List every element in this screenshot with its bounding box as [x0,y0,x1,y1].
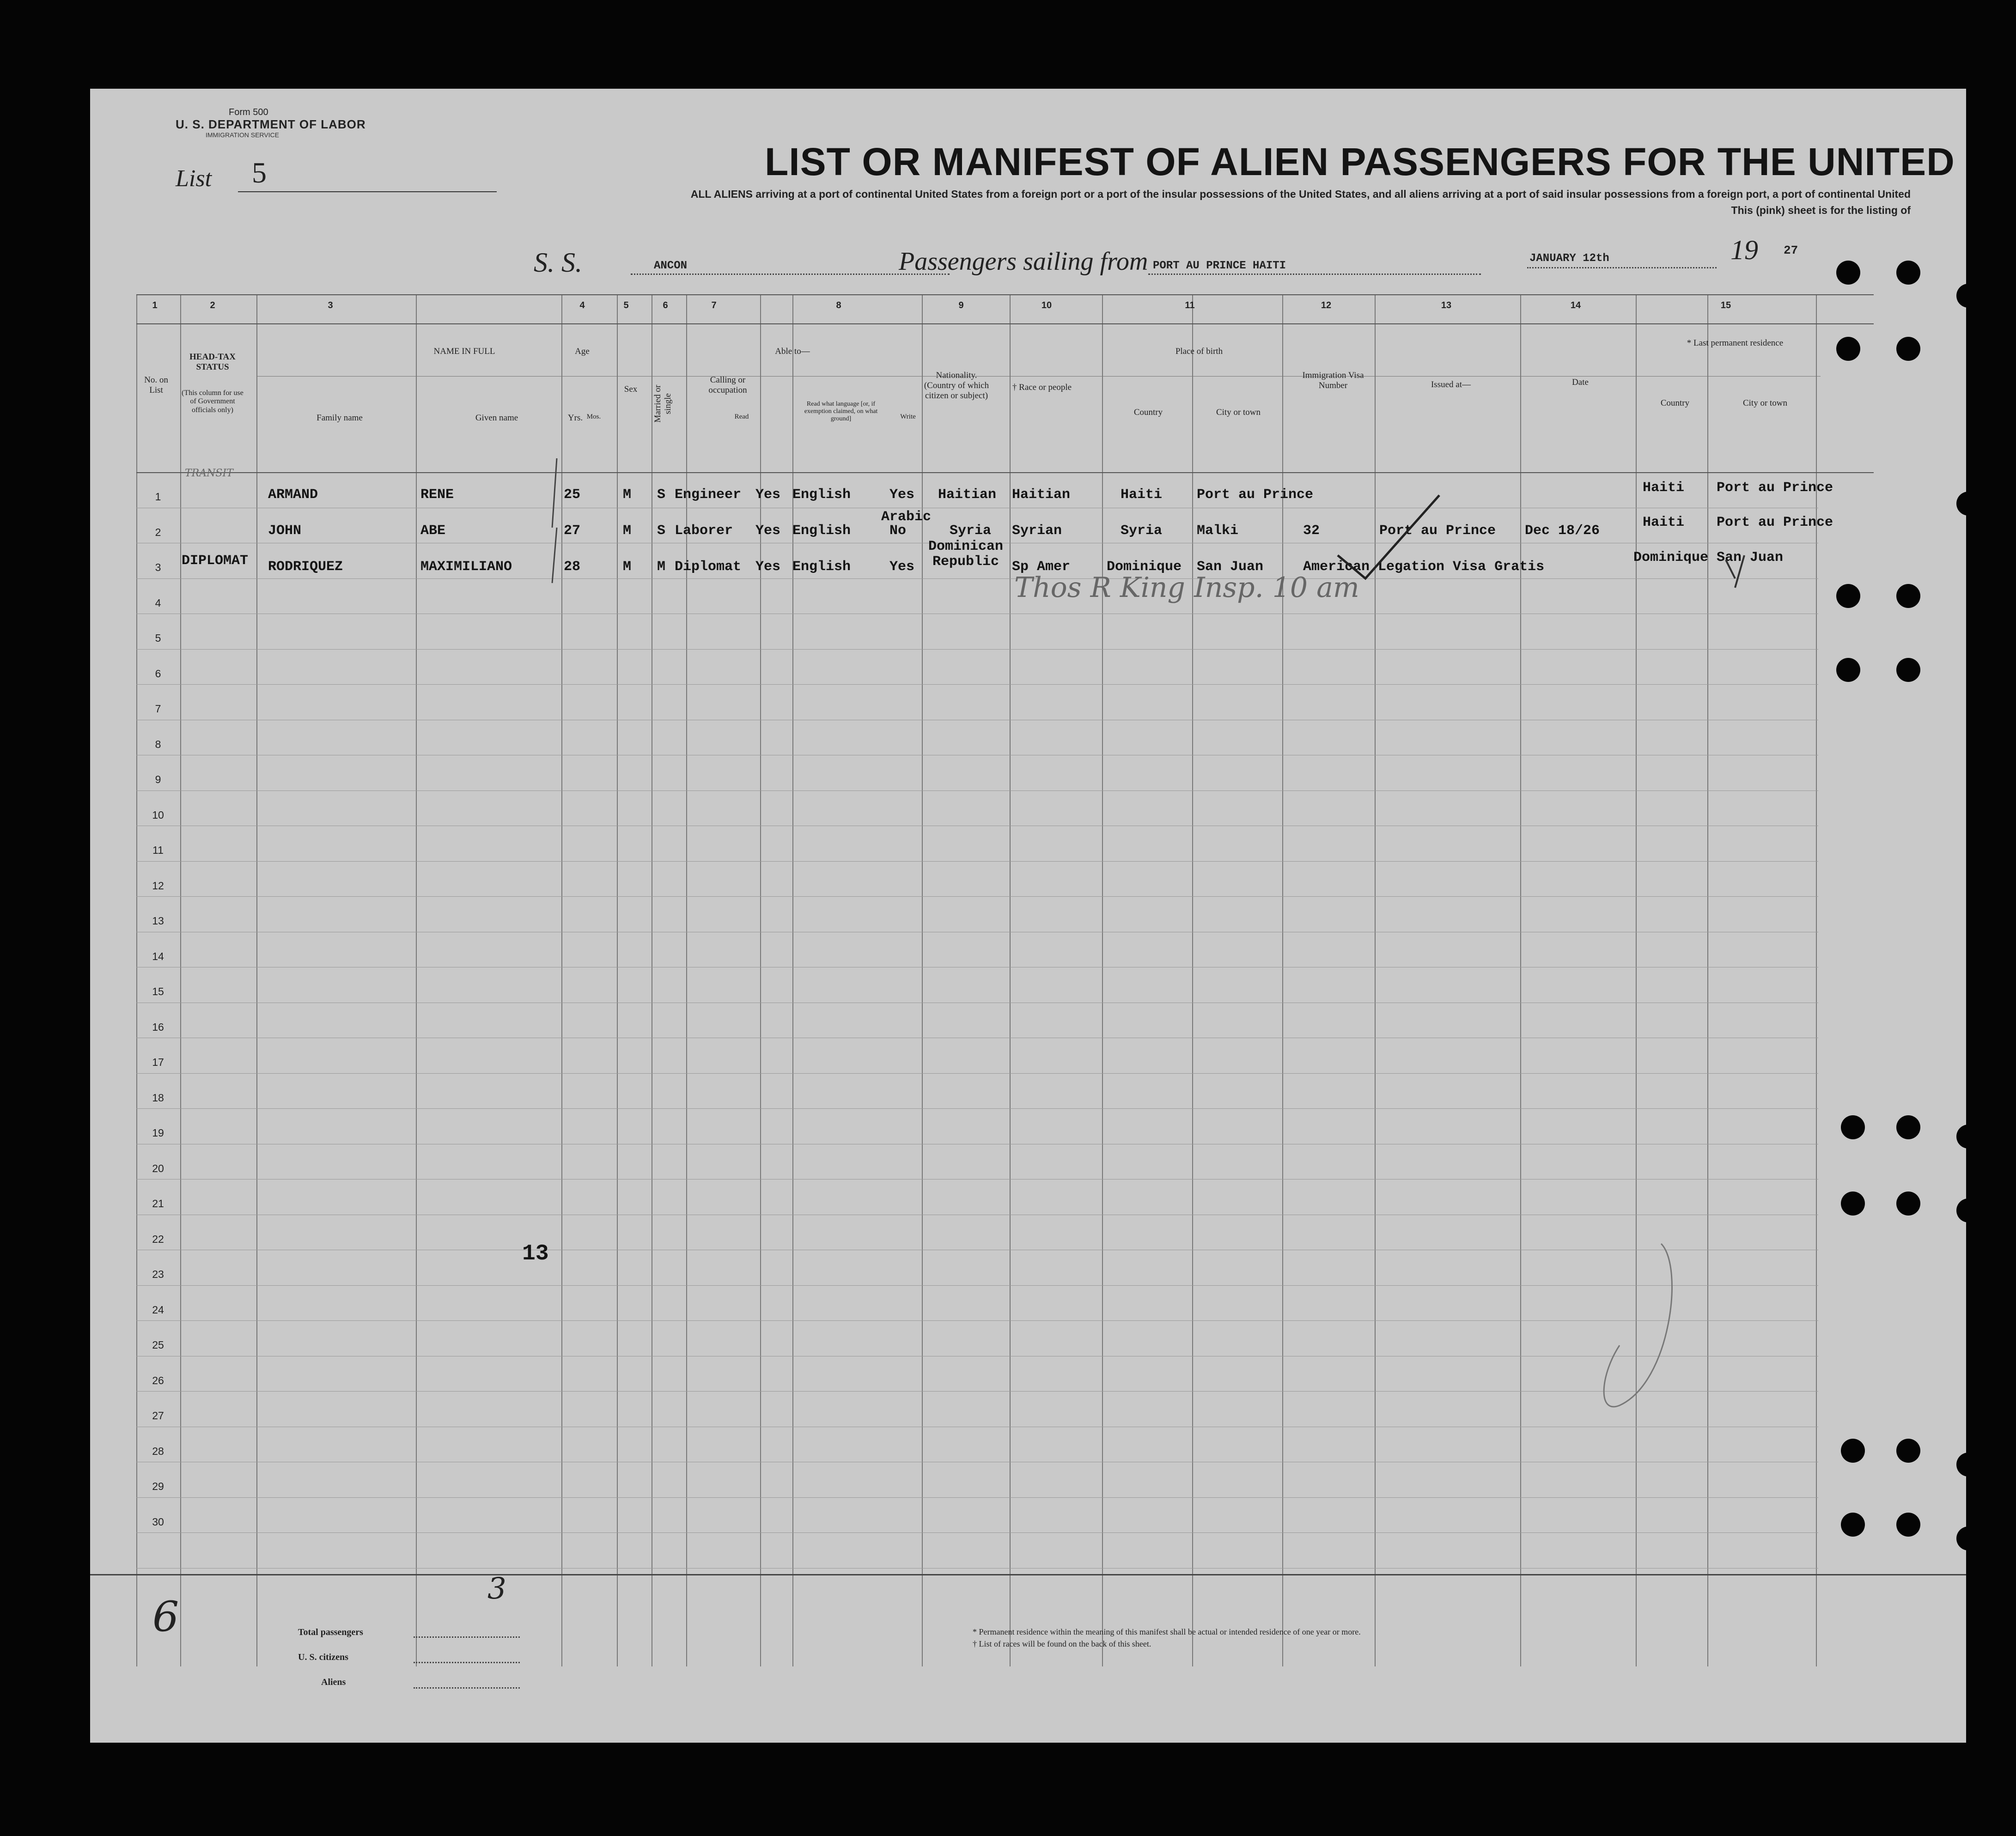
header-name-in-full: NAME IN FULL [433,347,495,356]
row-number: 21 [152,1198,164,1210]
binder-hole [1896,1115,1920,1139]
binder-hole [1836,261,1860,285]
row-number: 19 [152,1127,164,1139]
column-number: 8 [836,300,841,310]
sailing-date: JANUARY 12th [1529,252,1609,265]
total-number: 3 [487,1572,506,1606]
aliens-label: Aliens [321,1677,346,1687]
binder-hole [1956,1125,1980,1149]
manifest-sheet [90,89,1966,1743]
family-name-2: JOHN [268,523,302,539]
married-2: S [657,523,666,539]
binder-hole [1896,1192,1920,1216]
family-name-1: ARMAND [268,487,318,503]
header-age: Age [575,347,590,356]
row-number: 12 [152,879,164,892]
race-1: Haitian [1012,487,1071,503]
inspector-signature: Thos R King Insp. 10 am [1014,571,1359,604]
header-given-name: Given name [475,413,518,423]
header-calling: Calling or occupation [708,375,747,395]
total-passengers-line [414,1636,520,1638]
header-yrs: Yrs. [567,413,583,423]
binder-hole [1896,584,1920,608]
binder-hole [1896,1439,1920,1463]
binder-hole [1956,284,1980,308]
list-label: List [176,165,212,192]
header-date: Date [1572,377,1589,387]
read-1: Yes [755,487,781,503]
binder-hole [1956,492,1980,516]
head-tax-3: DIPLOMAT [182,553,249,569]
visa-3: American Legation Visa Gratis [1303,559,1545,575]
header-write: Write [900,413,916,420]
header-res-country: Country [1660,398,1690,408]
handwritten-marks [90,89,1966,1743]
row-number: 2 [155,526,161,538]
header-able-to: Able to— [775,347,810,356]
binder-hole [1836,658,1860,682]
row-number: 16 [152,1021,164,1033]
family-name-3: RODRIQUEZ [268,559,343,575]
race-3: Sp Amer [1012,559,1071,575]
year-suffix: 27 [1784,243,1798,257]
binder-hole [1956,1453,1980,1477]
row-number: 14 [152,950,164,962]
footnote-residence: * Permanent residence within the meaning of this manifest shall be actual or intended residence of one year or more. [973,1627,1361,1636]
language-1: English [792,487,851,503]
us-citizens-line [414,1662,520,1663]
column-number: 12 [1321,300,1332,310]
birth-country-2: Syria [1121,523,1163,539]
issued-at-2: Port au Prince [1379,523,1496,539]
row-number: 28 [152,1445,164,1457]
write-3: Yes [889,559,915,575]
given-name-1: RENE [420,487,454,503]
row-number: 15 [152,985,164,997]
column-number: 13 [1441,300,1452,310]
row-number: 13 [152,915,164,927]
page-subtitle-2: This (pink) sheet is for the listing of [1731,204,1911,216]
row-number: 18 [152,1091,164,1104]
header-head-tax-note: (This column for use of Government officials only) [182,389,244,414]
binder-hole [1836,337,1860,361]
us-citizens-label: U. S. citizens [298,1652,348,1662]
header-family-name: Family name [317,413,363,423]
row-number: 29 [152,1480,164,1492]
write-1: Yes [889,487,915,503]
birth-country-1: Haiti [1121,487,1163,503]
date-2: Dec 18/26 [1525,523,1600,539]
row-number: 20 [152,1162,164,1174]
column-number: 6 [663,300,668,310]
column-number: 10 [1041,300,1052,310]
res-city-2: Port au Prince [1717,515,1833,530]
sex-3: M [623,559,632,575]
row-number: 27 [152,1410,164,1422]
total-passengers-label: Total passengers [298,1627,363,1637]
binder-hole [1836,584,1860,608]
row-number: 25 [152,1339,164,1351]
list-number: 5 [252,156,267,189]
header-head-tax: HEAD-TAX STATUS [189,352,236,372]
header-birth-country: Country [1133,407,1163,417]
birth-city-3: San Juan [1197,559,1264,575]
column-number: 7 [711,300,717,310]
visa-2: 32 [1303,523,1320,539]
given-name-3: MAXIMILIANO [420,559,512,575]
res-city-3: San Juan [1717,550,1784,565]
column-number: 3 [328,300,333,310]
header-last-residence: * Last permanent residence [1687,338,1784,348]
occupation-1: Engineer [675,487,742,503]
binder-hole [1896,1513,1920,1537]
form-number: Form 500 [229,107,268,117]
age-1: 25 [564,487,581,503]
header-place-of-birth: Place of birth [1175,347,1223,356]
row-number: 7 [155,703,161,715]
sex-2: M [623,523,632,539]
header-nationality: Nationality. (Country of which citizen or subject) [924,371,989,401]
read-2: Yes [755,523,781,539]
language-3: English [792,559,851,575]
column-number: 2 [210,300,215,310]
binder-hole [1956,1198,1980,1222]
row-number: 8 [155,738,161,750]
binder-hole [1896,337,1920,361]
service-name: IMMIGRATION SERVICE [206,131,279,139]
binder-hole [1841,1115,1865,1139]
binder-hole [1896,658,1920,682]
binder-hole [1896,261,1920,285]
header-no-on-list: No. on List [144,375,168,395]
birth-country-3: Dominique [1107,559,1182,575]
column-number: 15 [1720,300,1731,310]
sex-1: M [623,487,632,503]
row-number: 22 [152,1233,164,1245]
binder-hole [1956,1526,1980,1550]
binder-hole [1841,1513,1865,1537]
row-number: 4 [155,596,161,609]
ship-name: ANCON [654,260,688,272]
column-number: 11 [1185,300,1195,310]
row-number: 30 [152,1515,164,1528]
header-issued-at: Issued at— [1431,380,1471,389]
binder-hole [1841,1439,1865,1463]
nationality-2: Syria [950,523,992,539]
ss-label: S. S. [534,247,582,278]
page-title: LIST OR MANIFEST OF ALIEN PASSENGERS FOR THE UNITED [765,140,1955,183]
row-number: 23 [152,1268,164,1280]
header-married: Married or single [653,384,673,423]
res-country-3: Dominique [1633,550,1709,565]
column-number: 1 [152,300,158,310]
write-note-2: Arabic [881,509,932,525]
occupation-2: Laborer [675,523,733,539]
age-2: 27 [564,523,581,539]
year-prefix: 19 [1730,235,1758,265]
row-number: 6 [155,667,161,680]
row-number: 1 [155,491,161,503]
row-number: 3 [155,561,161,573]
column-number: 9 [958,300,964,310]
given-name-2: ABE [420,523,446,539]
row-number: 9 [155,773,161,785]
language-2: English [792,523,851,539]
binder-hole [1841,1192,1865,1216]
department-name: U. S. DEPARTMENT OF LABOR [176,117,366,131]
column-number: 4 [579,300,585,310]
header-mos: Mos. [586,413,601,420]
row-number: 17 [152,1056,164,1068]
res-country-1: Haiti [1643,480,1685,496]
married-3: M [657,559,666,575]
header-birth-city: City or town [1216,407,1261,417]
head-tax-1: TRANSIT [185,468,233,479]
nationality-3: Dominican Republic [928,539,1004,570]
occupation-3: Diplomat [675,559,742,575]
column-number: 14 [1570,300,1581,310]
res-city-1: Port au Prince [1717,480,1833,496]
res-country-2: Haiti [1643,515,1685,530]
row-number: 26 [152,1374,164,1386]
sailing-label: Passengers sailing from [899,247,1148,276]
read-3: Yes [755,559,781,575]
header-sex: Sex [624,384,638,394]
header-read-language: Read what language [or, if exemption claimed, on what ground] [804,401,878,423]
row-number: 10 [152,809,164,821]
row-number: 11 [152,844,164,856]
row-number: 5 [155,632,161,644]
row-number: 24 [152,1303,164,1316]
margin-number: 6 [152,1593,179,1641]
column-number: 5 [623,300,629,310]
aliens-line [414,1687,520,1689]
sailing-from: PORT AU PRINCE HAITI [1153,260,1286,272]
header-race: † Race or people [1012,383,1072,392]
header-read: Read [734,413,749,420]
birth-city-1: Port au Prince [1197,487,1314,503]
nationality-1: Haitian [938,487,997,503]
header-visa-number: Immigration Visa Number [1302,371,1364,390]
header-res-city: City or town [1742,398,1788,408]
footnote-races: † List of races will be found on the back of this sheet. [973,1639,1151,1648]
write-2: No [889,523,907,539]
age-3: 28 [564,559,581,575]
married-1: S [657,487,666,503]
page-subtitle: ALL ALIENS arriving at a port of continental United States from a foreign port or a port of the insular possessions of the United States, and all aliens arriving at a port of said insular possessions from a foreign port, a port of continental United [690,188,1911,200]
birth-city-2: Malki [1197,523,1239,539]
stamp-number: 13 [522,1241,549,1266]
race-2: Syrian [1012,523,1062,539]
